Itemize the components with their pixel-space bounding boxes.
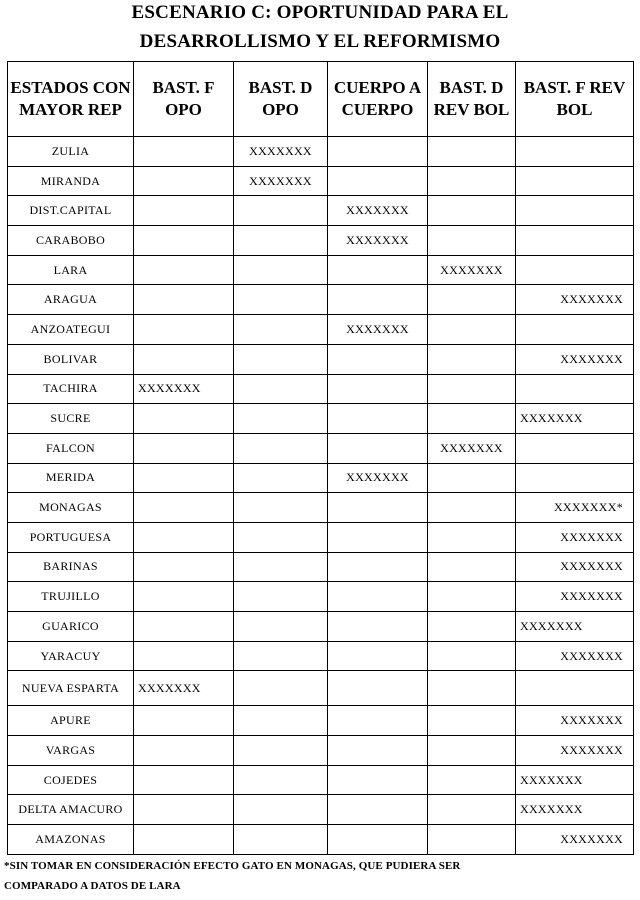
table-row <box>8 374 634 404</box>
mark-cell: XXXXXXX <box>328 226 428 256</box>
mark-cell <box>134 315 234 345</box>
header-cell: ESTADOS CON MAYOR REP <box>8 62 134 137</box>
mark-cell <box>234 641 328 671</box>
table-row <box>8 641 634 671</box>
footnote-line-1: *SIN TOMAR EN CONSIDERACIÓN EFECTO GATO EN MONAGAS, QUE PUDIERA SER <box>4 860 461 872</box>
mark-cell <box>328 612 428 642</box>
state-cell: BOLIVAR <box>8 344 134 374</box>
mark-cell <box>234 344 328 374</box>
mark-cell <box>134 463 234 493</box>
mark-cell <box>516 315 634 345</box>
table-row <box>8 404 634 434</box>
state-cell: MONAGAS <box>8 493 134 523</box>
mark-cell <box>428 641 516 671</box>
mark-cell <box>428 552 516 582</box>
mark-cell <box>428 137 516 167</box>
mark-cell: XXXXXXX <box>428 433 516 463</box>
mark-cell <box>428 344 516 374</box>
mark-cell <box>328 641 428 671</box>
mark-cell <box>134 344 234 374</box>
mark-cell: XXXXXXX <box>328 463 428 493</box>
mark-cell <box>428 493 516 523</box>
mark-cell <box>234 226 328 256</box>
mark-cell <box>134 404 234 434</box>
mark-cell <box>428 404 516 434</box>
mark-cell <box>328 137 428 167</box>
mark-cell <box>134 641 234 671</box>
mark-cell <box>134 196 234 226</box>
mark-cell: XXXXXXX <box>516 825 634 855</box>
state-cell: YARACUY <box>8 641 134 671</box>
table-row <box>8 706 634 736</box>
header-row <box>8 62 634 137</box>
mark-cell <box>234 552 328 582</box>
title-line-2: DESARROLLISMO Y EL REFORMISMO <box>139 31 501 52</box>
mark-cell: XXXXXXX <box>516 706 634 736</box>
mark-cell <box>328 374 428 404</box>
mark-cell <box>134 433 234 463</box>
scenario-table <box>7 61 634 855</box>
header-cell: BAST. D REV BOL <box>428 62 516 137</box>
mark-cell <box>234 196 328 226</box>
state-cell: SUCRE <box>8 404 134 434</box>
mark-cell <box>234 706 328 736</box>
mark-cell <box>234 736 328 766</box>
mark-cell <box>428 612 516 642</box>
mark-cell: XXXXXXX <box>328 315 428 345</box>
table-row <box>8 344 634 374</box>
mark-cell <box>516 226 634 256</box>
state-cell: DIST.CAPITAL <box>8 196 134 226</box>
mark-cell <box>428 226 516 256</box>
mark-cell <box>428 522 516 552</box>
mark-cell <box>134 706 234 736</box>
mark-cell <box>328 522 428 552</box>
state-cell: DELTA AMACURO <box>8 795 134 825</box>
mark-cell <box>328 765 428 795</box>
state-cell: VARGAS <box>8 736 134 766</box>
title-line-1: ESCENARIO C: OPORTUNIDAD PARA EL <box>131 2 509 23</box>
mark-cell <box>134 226 234 256</box>
state-cell: TRUJILLO <box>8 582 134 612</box>
table-row <box>8 582 634 612</box>
mark-cell <box>516 166 634 196</box>
mark-cell <box>234 765 328 795</box>
state-cell: CARABOBO <box>8 226 134 256</box>
mark-cell <box>428 765 516 795</box>
state-cell: MIRANDA <box>8 166 134 196</box>
mark-cell <box>516 196 634 226</box>
mark-cell <box>328 493 428 523</box>
table-row <box>8 825 634 855</box>
state-cell: TACHIRA <box>8 374 134 404</box>
mark-cell <box>134 736 234 766</box>
mark-cell: XXXXXXX <box>516 736 634 766</box>
mark-cell <box>328 433 428 463</box>
table-row <box>8 315 634 345</box>
mark-cell <box>234 255 328 285</box>
mark-cell <box>134 166 234 196</box>
mark-cell <box>134 795 234 825</box>
state-cell: NUEVA ESPARTA <box>8 671 134 706</box>
mark-cell <box>516 671 634 706</box>
state-cell: PORTUGUESA <box>8 522 134 552</box>
mark-cell <box>134 285 234 315</box>
mark-cell <box>516 137 634 167</box>
table-row <box>8 196 634 226</box>
mark-cell: XXXXXXX <box>428 255 516 285</box>
table-row <box>8 226 634 256</box>
mark-cell <box>328 795 428 825</box>
mark-cell: XXXXXXX <box>516 765 634 795</box>
mark-cell <box>428 166 516 196</box>
mark-cell <box>428 825 516 855</box>
state-cell: MERIDA <box>8 463 134 493</box>
table-row <box>8 166 634 196</box>
mark-cell <box>234 285 328 315</box>
state-cell: COJEDES <box>8 765 134 795</box>
mark-cell <box>328 706 428 736</box>
mark-cell <box>134 493 234 523</box>
mark-cell <box>134 765 234 795</box>
mark-cell: XXXXXXX* <box>516 493 634 523</box>
mark-cell <box>428 285 516 315</box>
mark-cell <box>134 552 234 582</box>
mark-cell <box>234 493 328 523</box>
mark-cell <box>328 825 428 855</box>
mark-cell <box>234 374 328 404</box>
mark-cell <box>234 612 328 642</box>
table-row <box>8 255 634 285</box>
mark-cell <box>134 137 234 167</box>
mark-cell <box>234 522 328 552</box>
header-cell: BAST. F OPO <box>134 62 234 137</box>
mark-cell <box>134 612 234 642</box>
state-cell: ARAGUA <box>8 285 134 315</box>
mark-cell <box>328 285 428 315</box>
state-cell: LARA <box>8 255 134 285</box>
state-cell: ANZOATEGUI <box>8 315 134 345</box>
state-cell: ZULIA <box>8 137 134 167</box>
mark-cell <box>328 404 428 434</box>
table-row <box>8 765 634 795</box>
mark-cell: XXXXXXX <box>328 196 428 226</box>
mark-cell <box>428 315 516 345</box>
table-row <box>8 612 634 642</box>
mark-cell: XXXXXXX <box>516 795 634 825</box>
mark-cell <box>234 582 328 612</box>
mark-cell <box>234 463 328 493</box>
table-row <box>8 522 634 552</box>
mark-cell <box>234 433 328 463</box>
table-row <box>8 795 634 825</box>
mark-cell <box>134 255 234 285</box>
mark-cell <box>428 795 516 825</box>
state-cell: GUARICO <box>8 612 134 642</box>
mark-cell <box>428 706 516 736</box>
mark-cell <box>428 736 516 766</box>
table-row <box>8 671 634 706</box>
mark-cell: XXXXXXX <box>516 641 634 671</box>
mark-cell <box>234 315 328 345</box>
mark-cell <box>134 825 234 855</box>
state-cell: FALCON <box>8 433 134 463</box>
mark-cell <box>516 463 634 493</box>
mark-cell <box>328 344 428 374</box>
mark-cell: XXXXXXX <box>516 344 634 374</box>
mark-cell: XXXXXXX <box>516 404 634 434</box>
header-cell: BAST. D OPO <box>234 62 328 137</box>
mark-cell <box>134 522 234 552</box>
mark-cell <box>516 374 634 404</box>
mark-cell <box>328 671 428 706</box>
mark-cell <box>516 433 634 463</box>
mark-cell: XXXXXXX <box>134 374 234 404</box>
state-cell: AMAZONAS <box>8 825 134 855</box>
mark-cell: XXXXXXX <box>234 137 328 167</box>
mark-cell <box>328 552 428 582</box>
table-row <box>8 433 634 463</box>
mark-cell <box>428 374 516 404</box>
mark-cell: XXXXXXX <box>516 552 634 582</box>
mark-cell <box>234 671 328 706</box>
table-row <box>8 137 634 167</box>
state-cell: APURE <box>8 706 134 736</box>
mark-cell <box>328 166 428 196</box>
mark-cell <box>428 196 516 226</box>
mark-cell: XXXXXXX <box>134 671 234 706</box>
mark-cell <box>234 795 328 825</box>
mark-cell <box>328 255 428 285</box>
table-row <box>8 285 634 315</box>
mark-cell <box>328 582 428 612</box>
mark-cell: XXXXXXX <box>234 166 328 196</box>
mark-cell <box>428 463 516 493</box>
mark-cell <box>234 825 328 855</box>
table-row <box>8 552 634 582</box>
table-row <box>8 736 634 766</box>
state-cell: BARINAS <box>8 552 134 582</box>
mark-cell <box>234 404 328 434</box>
header-cell: CUERPO A CUERPO <box>328 62 428 137</box>
mark-cell <box>428 671 516 706</box>
mark-cell: XXXXXXX <box>516 285 634 315</box>
mark-cell: XXXXXXX <box>516 582 634 612</box>
mark-cell <box>328 736 428 766</box>
mark-cell <box>428 582 516 612</box>
footnote-line-2: COMPARADO A DATOS DE LARA <box>4 880 181 892</box>
mark-cell: XXXXXXX <box>516 612 634 642</box>
table-row <box>8 463 634 493</box>
table-row <box>8 493 634 523</box>
mark-cell <box>134 582 234 612</box>
mark-cell: XXXXXXX <box>516 522 634 552</box>
mark-cell <box>516 255 634 285</box>
header-cell: BAST. F REV BOL <box>516 62 634 137</box>
